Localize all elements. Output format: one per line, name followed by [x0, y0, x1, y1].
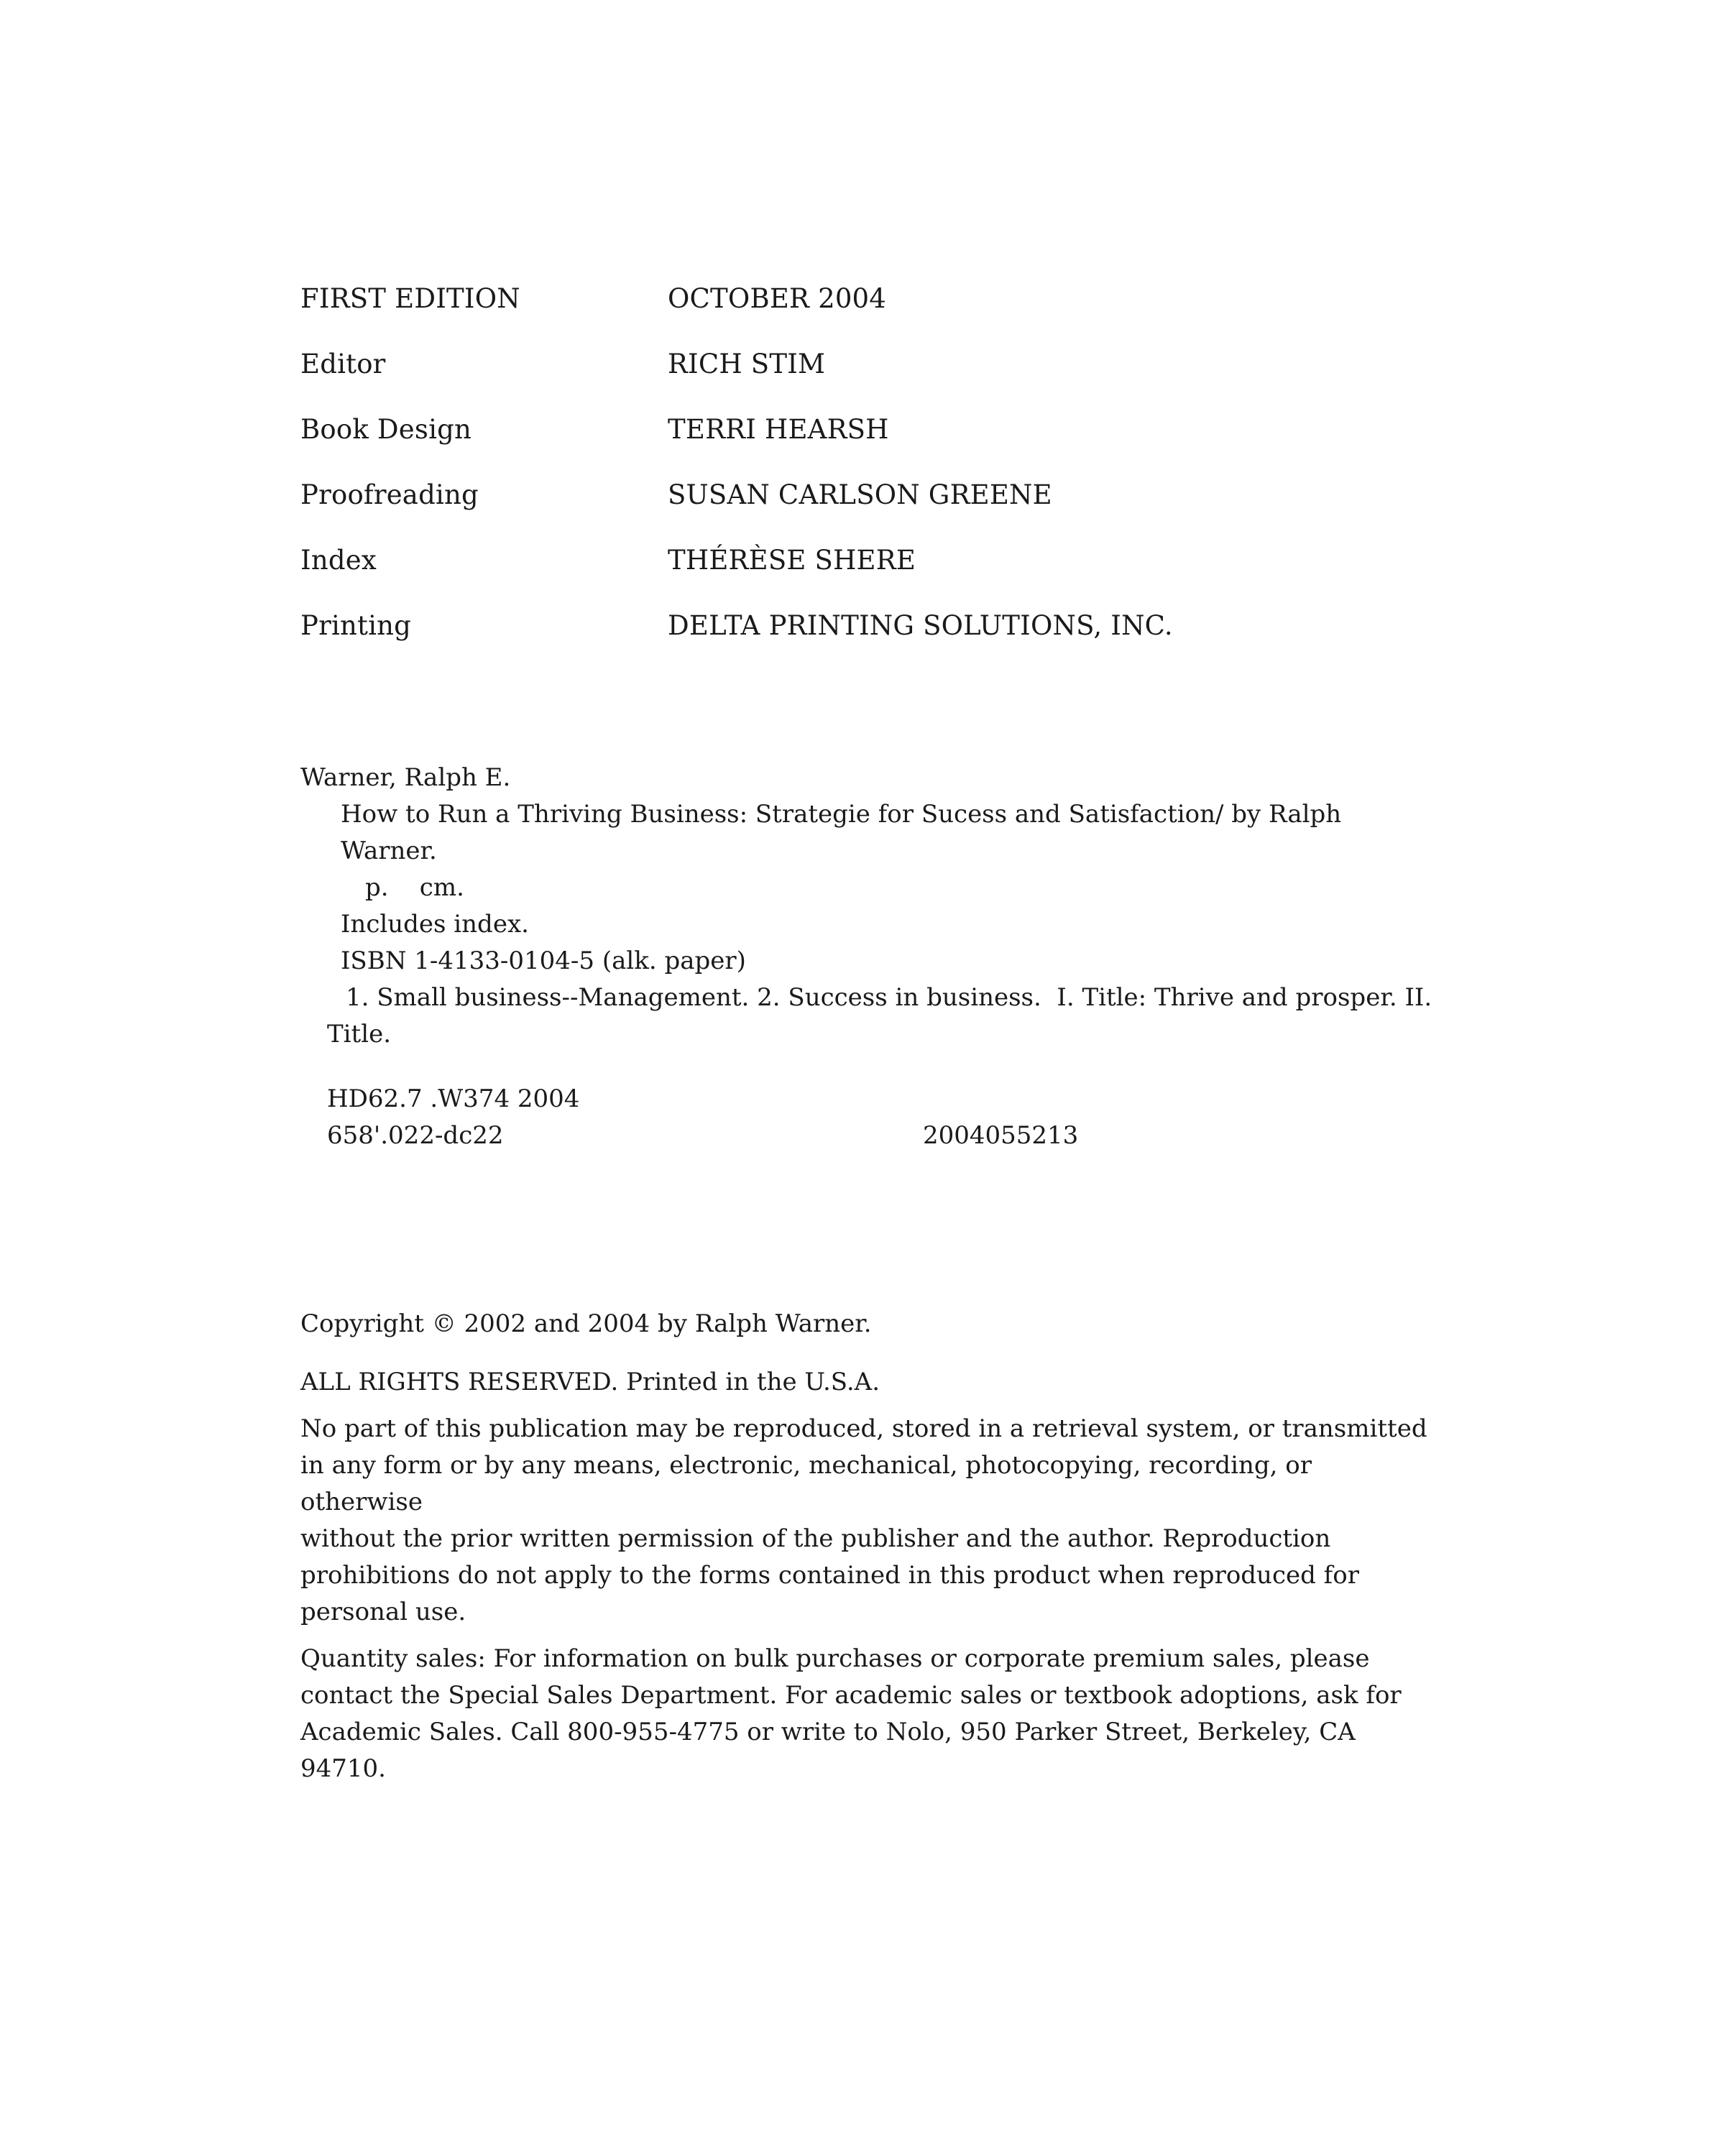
cip-class-row: [300, 1118, 1422, 1154]
cip-title-line: How to Run a Thriving Business: Strategie for Sucess and Satisfaction/ by Ralph: [341, 800, 1342, 829]
credit-row-index: [300, 542, 1450, 607]
notice-line: contact the Special Sales Department. For academic sales or textbook adoptions, ask for: [300, 1681, 1402, 1710]
cip-lc-class: HD62.7 .W374 2004: [327, 1084, 580, 1113]
quantity-sales-notice: [300, 1641, 1436, 1787]
cip-title-line: Warner.: [341, 837, 437, 865]
credit-value: SUSAN CARLSON GREENE: [668, 479, 1052, 510]
legal-block: [300, 1306, 1436, 1797]
credits-table: [300, 280, 1450, 673]
notice-line: Quantity sales: For information on bulk purchases or corporate premium sales, please: [300, 1644, 1370, 1673]
credit-label: Index: [300, 545, 377, 576]
credit-row-proofreading: [300, 476, 1450, 542]
notice-line: Academic Sales. Call 800-955-4775 or write to Nolo, 950 Parker Street, Berkeley, CA 94710.: [300, 1718, 1356, 1783]
cip-subjects-line: 1. Small business--Management. 2. Success in business. I. Title: Thrive and prosper. II.: [346, 983, 1432, 1012]
credit-label: FIRST EDITION: [300, 283, 520, 314]
credit-value: TERRI HEARSH: [668, 414, 889, 445]
cip-isbn: ISBN 1-4133-0104-5 (alk. paper): [341, 946, 746, 975]
credit-label: Editor: [300, 349, 386, 379]
notice-line: prohibitions do not apply to the forms contained in this product when reproduced for: [300, 1561, 1359, 1590]
credit-value: THÉRÈSE SHERE: [668, 545, 916, 576]
rights-reserved: ALL RIGHTS RESERVED. Printed in the U.S.A.: [300, 1368, 880, 1396]
credit-label: Printing: [300, 610, 412, 641]
cip-index-note: Includes index.: [341, 910, 529, 939]
credit-label: Book Design: [300, 414, 472, 445]
notice-line: No part of this publication may be reproduced, stored in a retrieval system, or transmitted: [300, 1414, 1427, 1443]
copyright-notice: Copyright © 2002 and 2004 by Ralph Warner.: [300, 1309, 872, 1338]
cip-author: Warner, Ralph E.: [300, 763, 511, 792]
cataloging-in-publication-block: [300, 760, 1432, 1154]
reproduction-notice: [300, 1411, 1436, 1631]
credit-row-editor: [300, 346, 1450, 411]
credit-value: OCTOBER 2004: [668, 283, 887, 314]
cip-dewey: 658'.022-dc22: [327, 1121, 504, 1150]
notice-line: personal use.: [300, 1598, 466, 1626]
credit-value: RICH STIM: [668, 349, 826, 379]
notice-line: in any form or by any means, electronic, mechanical, photocopying, recording, or otherwise: [300, 1451, 1312, 1516]
notice-line: without the prior written permission of the publisher and the author. Reproduction: [300, 1524, 1331, 1553]
cip-lccn: 2004055213: [923, 1121, 1079, 1150]
credit-row-book-design: [300, 411, 1450, 476]
credit-value: DELTA PRINTING SOLUTIONS, INC.: [668, 610, 1173, 641]
credit-label: Proofreading: [300, 479, 479, 510]
credit-row-edition: [300, 280, 1450, 346]
credit-row-printing: [300, 607, 1450, 673]
cip-pages: p. cm.: [365, 873, 464, 902]
cip-subjects-line: Title.: [327, 1020, 392, 1049]
cip-spacer: [300, 1053, 1422, 1081]
